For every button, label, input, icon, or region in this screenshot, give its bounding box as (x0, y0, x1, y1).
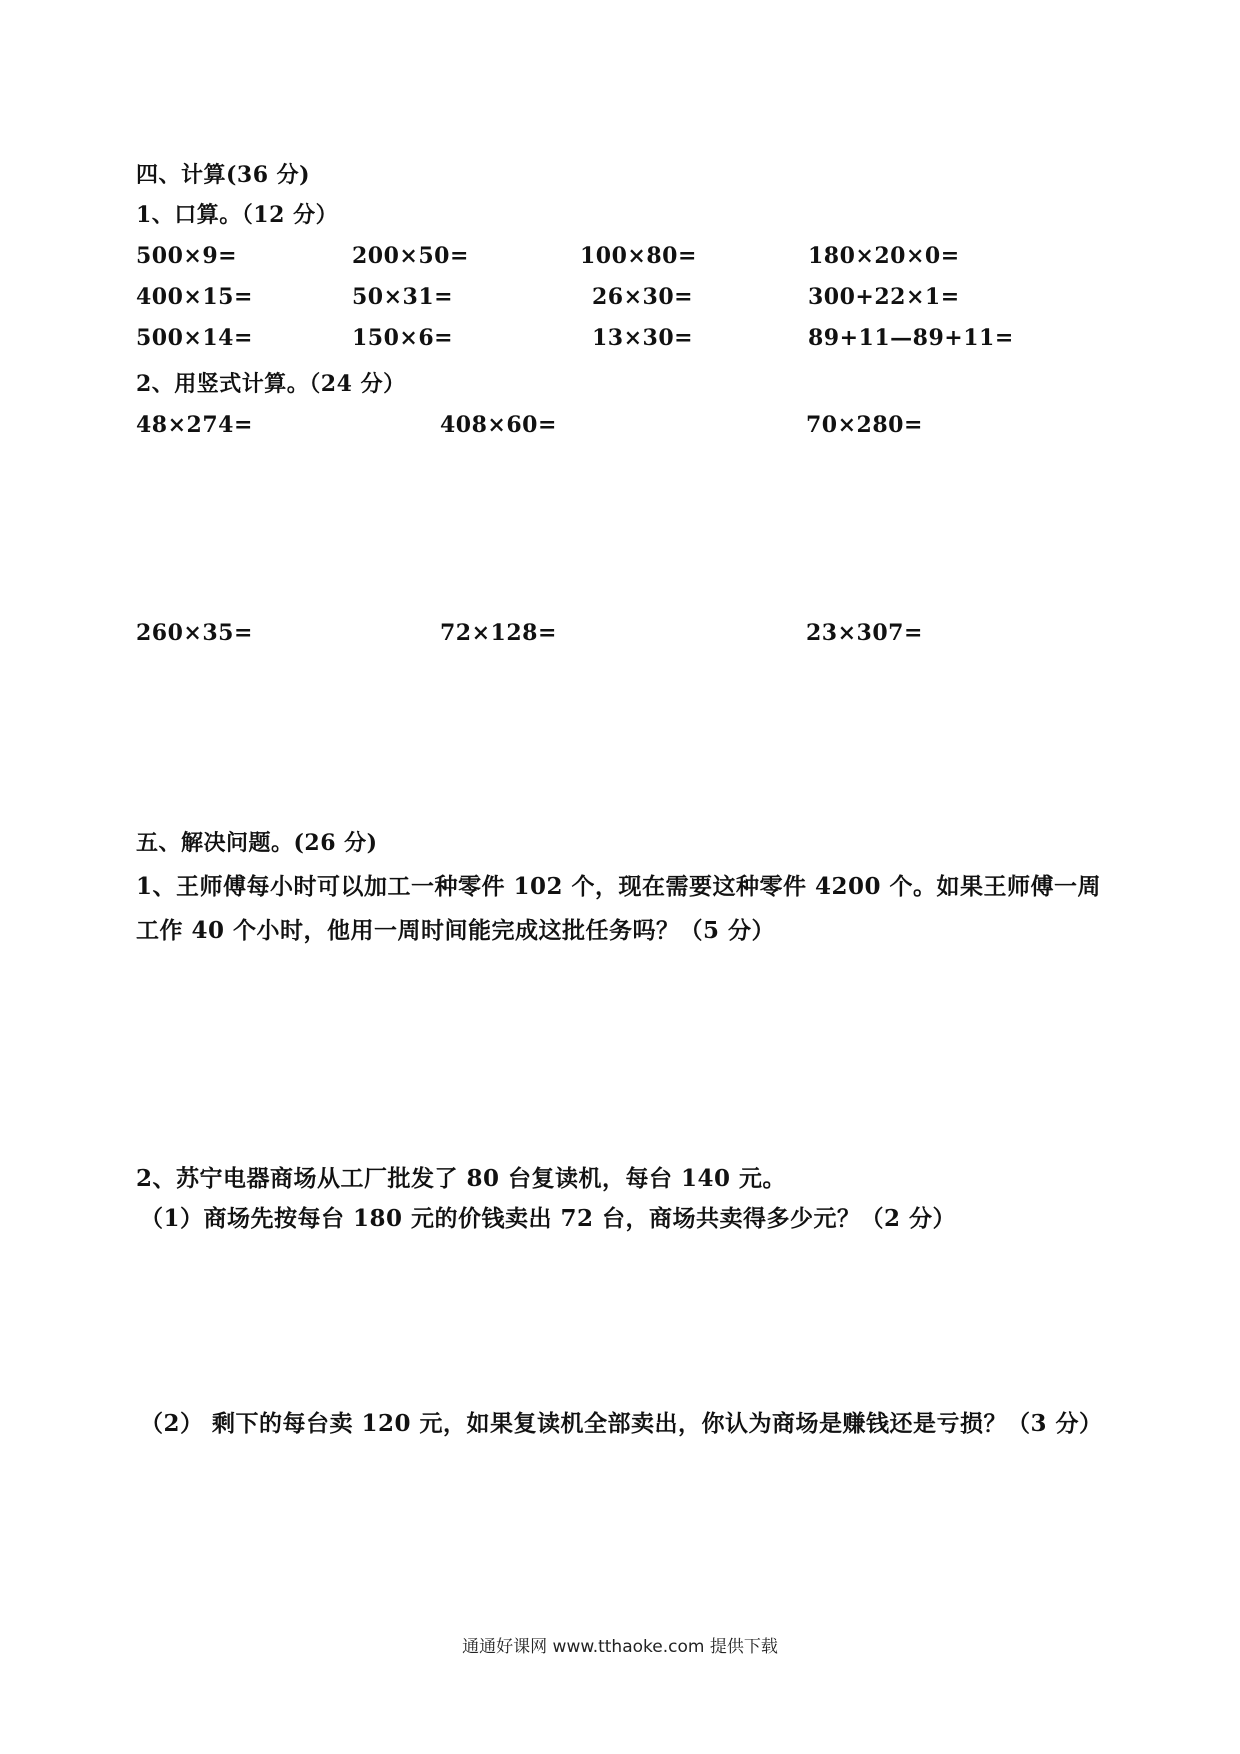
vertical-calc-item: 70×280= (806, 412, 923, 438)
mental-math-item: 200×50= (352, 243, 469, 269)
mental-math-item: 300+22×1= (808, 284, 960, 310)
problem1-line1: 1、王师傅每小时可以加工一种零件 102 个，现在需要这种零件 4200 个。如果王师傅一周 (136, 873, 1102, 900)
vertical-calc-item: 260×35= (136, 620, 253, 646)
mental-math-item: 26×30= (592, 284, 694, 310)
mental-math-item: 500×14= (136, 325, 253, 351)
mental-math-item: 89+11—89+11= (808, 325, 1014, 351)
problem1-line2: 工作 40 个小时，他用一周时间能完成这批任务吗？（5 分） (136, 917, 776, 944)
problem2-sub1: （1）商场先按每台 180 元的价钱卖出 72 台，商场共卖得多少元？（2 分） (140, 1205, 957, 1232)
problem2-sub2: （2） 剩下的每台卖 120 元，如果复读机全部卖出，你认为商场是赚钱还是亏损？（3 分） (140, 1410, 1103, 1437)
mental-math-item: 100×80= (580, 243, 697, 269)
mental-math-item: 150×6= (352, 325, 454, 351)
vertical-calc-item: 23×307= (806, 620, 923, 646)
section5-title: 五、解决问题。(26 分) (136, 830, 378, 856)
problem2-intro: 2、苏宁电器商场从工厂批发了 80 台复读机，每台 140 元。 (136, 1165, 787, 1192)
mental-math-item: 13×30= (592, 325, 694, 351)
vertical-calc-item: 408×60= (440, 412, 557, 438)
footer-credit: 通通好课网 www.tthaoke.com 提供下载 (462, 1637, 778, 1657)
section4-title: 四、计算(36 分) (136, 162, 311, 188)
vertical-calc-title: 2、用竖式计算。（24 分） (136, 371, 406, 397)
mental-math-title: 1、口算。（12 分） (136, 202, 339, 228)
mental-math-item: 400×15= (136, 284, 253, 310)
vertical-calc-item: 72×128= (440, 620, 557, 646)
mental-math-item: 180×20×0= (808, 243, 960, 269)
mental-math-item: 50×31= (352, 284, 454, 310)
mental-math-item: 500×9= (136, 243, 238, 269)
vertical-calc-item: 48×274= (136, 412, 253, 438)
